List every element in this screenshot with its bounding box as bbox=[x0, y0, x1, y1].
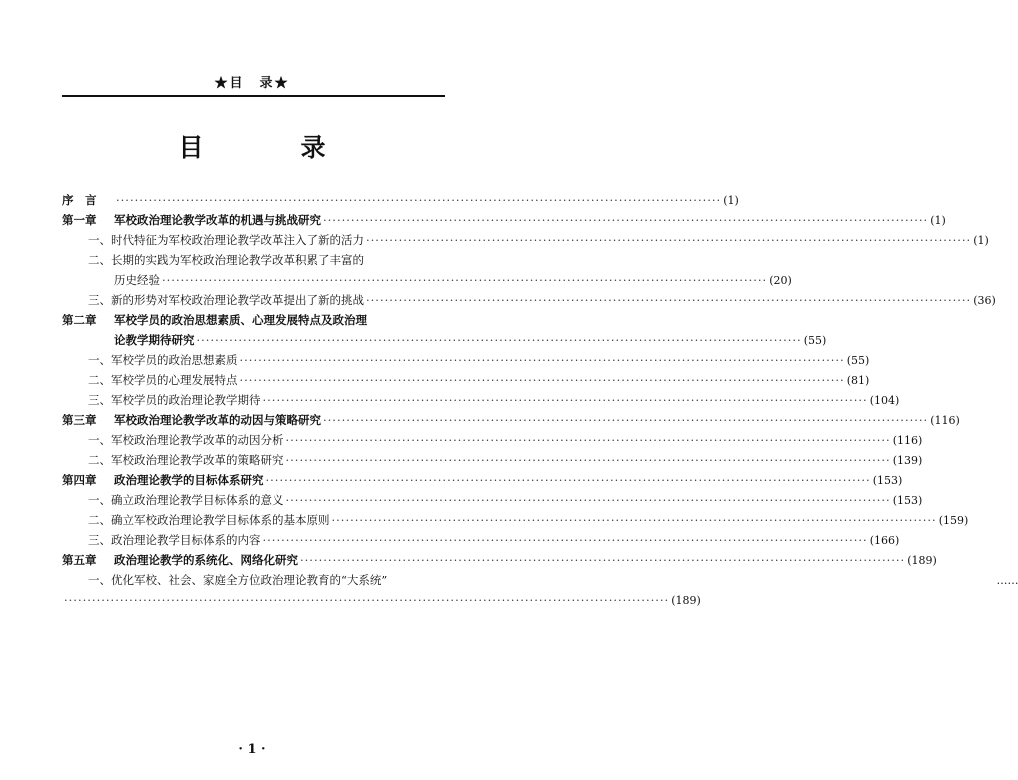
toc-chapter-entry bbox=[62, 470, 903, 490]
chapter-number: 第二章 bbox=[62, 313, 97, 327]
toc-section-entry bbox=[62, 510, 969, 530]
toc-leader-line bbox=[62, 590, 701, 610]
toc-entry-title: 三、军校学员的政治理论教学期待 bbox=[88, 393, 261, 407]
toc-chapter-entry bbox=[62, 210, 946, 230]
dot-leader bbox=[263, 390, 868, 410]
toc-entry-title: 二、军校学员的心理发展特点 bbox=[88, 373, 238, 387]
toc-chapter-entry bbox=[62, 190, 739, 210]
chapter-title: 政治理论教学的系统化、网络化研究 bbox=[114, 553, 298, 567]
chapter-number: 序 言 bbox=[62, 193, 97, 207]
dot-leader bbox=[366, 290, 971, 310]
toc-page-number: (166) bbox=[869, 534, 900, 547]
toc-entry-title: 一、军校学员的政治思想素质 bbox=[88, 353, 238, 367]
toc-page-number: (55) bbox=[803, 334, 827, 347]
dot-leader bbox=[263, 530, 868, 550]
toc-entry-title: 论教学期待研究 bbox=[114, 333, 195, 347]
toc-entry-title bbox=[62, 190, 114, 210]
toc-entry-title bbox=[62, 210, 321, 230]
toc-entry-title bbox=[62, 310, 367, 330]
dot-leader bbox=[266, 470, 871, 490]
toc-page-number: (1) bbox=[930, 214, 946, 227]
dot-leader bbox=[300, 550, 905, 570]
dot-leader bbox=[162, 270, 767, 290]
table-of-contents bbox=[62, 190, 1018, 610]
toc-page-number: (159) bbox=[938, 514, 969, 527]
chapter-title: 军校政治理论教学改革的动因与策略研究 bbox=[114, 413, 321, 427]
dot-leader bbox=[286, 490, 891, 510]
toc-page-number: (36) bbox=[973, 294, 996, 307]
toc-section-entry bbox=[62, 530, 900, 550]
toc-section-entry bbox=[62, 250, 445, 270]
dot-leader bbox=[286, 430, 891, 450]
toc-chapter-entry-continued bbox=[62, 330, 827, 350]
toc-entry-title: 三、新的形势对军校政治理论教学改革提出了新的挑战 bbox=[88, 293, 364, 307]
toc-section-entry bbox=[62, 230, 989, 250]
running-header: ★目 录★ bbox=[214, 76, 290, 91]
chapter-number: 第四章 bbox=[62, 473, 97, 487]
toc-page-number: (104) bbox=[869, 394, 900, 407]
toc-chapter-entry bbox=[62, 310, 445, 330]
dot-leader bbox=[323, 210, 928, 230]
toc-page-number: (81) bbox=[846, 374, 870, 387]
toc-section-entry bbox=[62, 390, 900, 410]
toc-page-number: (55) bbox=[846, 354, 870, 367]
toc-page-number: (1) bbox=[973, 234, 989, 247]
chapter-number: 第三章 bbox=[62, 413, 97, 427]
toc-section-entry bbox=[62, 570, 1018, 590]
page-number: · 1 · bbox=[238, 742, 266, 757]
header-rule bbox=[62, 95, 445, 97]
toc-entry-title bbox=[62, 470, 264, 490]
dot-leader bbox=[197, 330, 802, 350]
toc-entry-title: 二、确立军校政治理论教学目标体系的基本原则 bbox=[88, 513, 330, 527]
toc-page-number: (189) bbox=[907, 554, 937, 567]
toc-page-number: (116) bbox=[930, 414, 960, 427]
dot-leader bbox=[116, 190, 721, 210]
toc-chapter-entry bbox=[62, 550, 937, 570]
chapter-number: 第一章 bbox=[62, 213, 97, 227]
toc-entry-title: 一、优化军校、社会、家庭全方位政治理论教育的“大系统” bbox=[88, 573, 388, 587]
dot-leader bbox=[323, 410, 928, 430]
dot-leader bbox=[64, 590, 669, 610]
toc-section-entry bbox=[62, 430, 923, 450]
chapter-number: 第五章 bbox=[62, 553, 97, 567]
dot-leader bbox=[286, 450, 891, 470]
dot-leader bbox=[240, 350, 845, 370]
toc-entry-title: 三、政治理论教学目标体系的内容 bbox=[88, 533, 261, 547]
page-title: 目 录 bbox=[178, 133, 362, 162]
chapter-title: 军校政治理论教学改革的机遇与挑战研究 bbox=[114, 213, 321, 227]
toc-page-number: (20) bbox=[769, 274, 792, 287]
toc-section-entry bbox=[62, 370, 870, 390]
toc-page-number: (189) bbox=[671, 594, 701, 607]
toc-page-number: (116) bbox=[892, 434, 923, 447]
toc-entry-title: 一、军校政治理论教学改革的动因分析 bbox=[88, 433, 284, 447]
toc-page-number: (153) bbox=[892, 494, 923, 507]
toc-entry-title bbox=[62, 410, 321, 430]
toc-section-entry bbox=[62, 490, 923, 510]
toc-entry-title: 一、时代特征为军校政治理论教学改革注入了新的活力 bbox=[88, 233, 364, 247]
toc-chapter-entry bbox=[62, 410, 960, 430]
toc-page-number: (139) bbox=[892, 454, 923, 467]
toc-section-entry bbox=[62, 450, 923, 470]
toc-entry-title: 二、军校政治理论教学改革的策略研究 bbox=[88, 453, 284, 467]
toc-entry-title: 一、确立政治理论教学目标体系的意义 bbox=[88, 493, 284, 507]
dot-leader bbox=[332, 510, 937, 530]
toc-page-number: …… bbox=[996, 574, 1018, 587]
toc-page-number: (1) bbox=[723, 194, 739, 207]
toc-entry-title bbox=[62, 550, 298, 570]
chapter-title: 政治理论教学的目标体系研究 bbox=[114, 473, 264, 487]
toc-entry-title: 历史经验 bbox=[114, 273, 160, 287]
toc-section-entry bbox=[62, 290, 996, 310]
toc-entry-title: 二、长期的实践为军校政治理论教学改革积累了丰富的 bbox=[88, 253, 364, 267]
toc-section-entry bbox=[62, 350, 870, 370]
dot-leader bbox=[240, 370, 845, 390]
dot-leader bbox=[366, 230, 971, 250]
toc-section-entry-continued bbox=[62, 270, 792, 290]
chapter-title: 军校学员的政治思想素质、心理发展特点及政治理 bbox=[114, 313, 367, 327]
toc-page-number: (153) bbox=[872, 474, 903, 487]
